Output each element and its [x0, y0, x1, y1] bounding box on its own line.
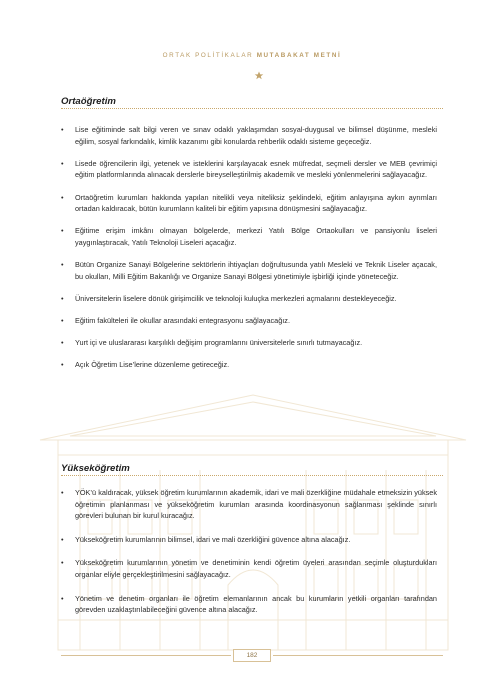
list-item: • Bütün Organize Sanayi Bölgelerine sektörlerin ihtiyaçları doğrultusunda yatılı Mesleki ve Teknik Liseler açacak, bu okulları, Milli Eğitim Bakanlığı ve Organize Sanayi Bölgesi yönetimiyle işbirliği içinde yöneteceğiz. — [61, 260, 437, 281]
bullet: • — [61, 158, 64, 168]
footer-rule — [273, 655, 443, 656]
list-item: • Lisede öğrencilerin ilgi, yetenek ve isteklerini karşılayacak esnek müfredat, seçmeli dersler ve MEB çevrimiçi eğitim platformlarında alınacak derslerle bireyselleştirilmiş akademik ve mesleki yönlenmelerini sağlayacağız. — [61, 158, 437, 180]
bullet: • — [61, 338, 64, 348]
list-item: • Açık Öğretim Lise’lerine düzenleme getireceğiz. — [61, 360, 230, 370]
bullet: • — [61, 316, 64, 326]
bullet: • — [61, 534, 64, 544]
bullet: • — [61, 593, 64, 603]
list-item: • YÖK’ü kaldıracak, yüksek öğretim kurumlarının akademik, idari ve mali özerkliğine müdahale etmeksizin yüksek öğretimin planlanması ve yükseköğretim kurumları arasında koordinasyonun sağlanması şeklinde sınırlı görevleri bulunan bir kurul kuracağız. — [61, 488, 437, 521]
section-heading-ortaogretim: Ortaöğretim — [61, 96, 116, 107]
document-header — [0, 52, 504, 59]
list-item: • Yükseköğretim kurumlarının bilimsel, idari ve mali özerkliğini güvence altına alacağız. — [61, 534, 351, 544]
heading-divider — [61, 108, 443, 109]
bullet: • — [61, 488, 64, 497]
list-item: • Yükseköğretim kurumlarının yönetim ve denetiminin kendi öğretim üyeleri arasından seçimle oluşturdukları organlar eliyle gerçekleştirilmesini sağlayacağız. — [61, 558, 437, 579]
section-heading-yuksekogretim: Yükseköğretim — [61, 463, 130, 474]
bullet: • — [61, 226, 64, 236]
bullet: • — [61, 260, 64, 270]
list-item: • Eğitime erişim imkânı olmayan bölgelerde, merkezi Yatılı Bölge Ortaokulları ve pansiyonlu liseleri yaygınlaştıracak, Yatılı Teknoloji Liseleri açacağız. — [61, 226, 437, 247]
header-title-light: ORTAK POLİTİKALAR — [162, 52, 254, 59]
list-item: • Yurt içi ve uluslararası karşılıklı değişim programlarını üniversitelerle sınırlı tutmayacağız. — [61, 338, 363, 348]
bullet: • — [61, 558, 64, 568]
ortaogretim-list — [61, 124, 437, 382]
list-item: • Yönetim ve denetim organları ile öğretim elemanlarının ancak bu kurumların yetkili organları tarafından görevden uzaklaştırılabileceğini güvence altına alacağız. — [61, 593, 437, 615]
list-item: • Ortaöğretim kurumları hakkında yapılan nitelikli veya niteliksiz şeklindeki, eğitim anlayışına aykırı ayrımları ortadan kaldıracak, bütün kurumların kaliteli bir eğitim yapısına dönüşmesini sağlayacağız. — [61, 192, 437, 214]
bullet: • — [61, 360, 64, 370]
yuksekogretim-list — [61, 487, 437, 628]
crescent-star-icon — [234, 64, 270, 86]
heading-divider — [61, 475, 443, 476]
list-item: • Lise eğitiminde salt bilgi veren ve sınav odaklı yaklaşımdan sosyal-duygusal ve bilimsel düşünme, mesleki eğilim, sosyal farkındalık, kimlik kazanımı gibi konularda rehberlik odaklı sisteme geçeceğiz. — [61, 125, 437, 146]
page-number: 182 — [233, 649, 271, 662]
bullet: • — [61, 192, 64, 202]
footer-rule — [61, 655, 231, 656]
list-item: • Üniversitelerin liselere dönük girişimcilik ve teknoloji kuluçka merkezleri açmalarını destekleyeceğiz. — [61, 293, 397, 303]
list-item: • Eğitim fakülteleri ile okullar arasındaki entegrasyonu sağlayacağız. — [61, 316, 290, 326]
bullet: • — [61, 125, 64, 134]
header-title-strong: MUTABAKAT METNİ — [256, 52, 342, 59]
bullet: • — [61, 293, 64, 303]
